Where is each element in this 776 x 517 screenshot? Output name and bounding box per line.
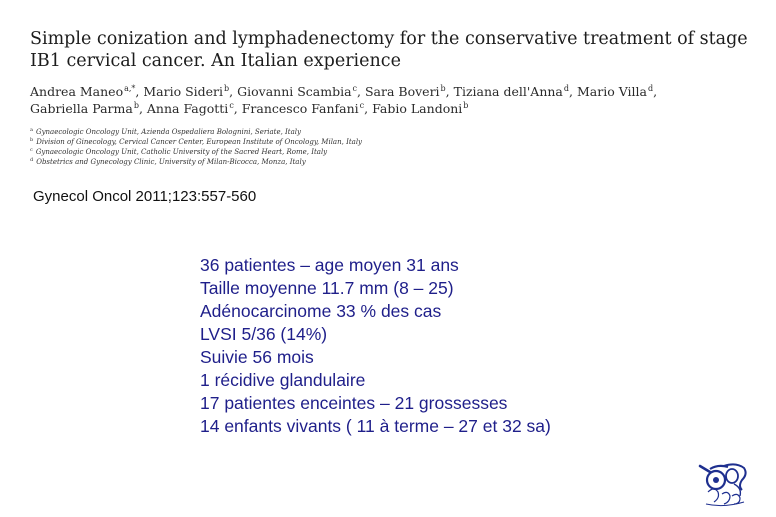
- author-affiliation-mark: d: [563, 83, 570, 93]
- affiliation-item: [30, 127, 630, 137]
- author-affiliation-mark: b: [224, 83, 230, 93]
- author-affiliation-mark: d: [647, 83, 654, 93]
- author-name: Gabriella Parma: [30, 101, 133, 116]
- author-affiliation-mark: c: [352, 83, 358, 93]
- affiliation-item: [30, 147, 630, 157]
- author-name: Andrea Maneo: [30, 84, 124, 99]
- author-separator: ,: [569, 84, 577, 99]
- author-item: [30, 101, 147, 116]
- author-affiliation-mark: b: [440, 83, 446, 93]
- author-item: [454, 84, 577, 99]
- finding-item: 36 patientes – age moyen 31 ans: [200, 255, 459, 275]
- author-separator: ,: [138, 101, 147, 116]
- author-name: Francesco Fanfani: [241, 101, 359, 116]
- affiliation-mark: c: [30, 146, 33, 153]
- affiliation-text: Obstetrics and Gynecology Clinic, University of Milan-Bicocca, Monza, Italy: [36, 158, 306, 166]
- affiliation-mark: d: [30, 156, 34, 163]
- author-separator: ,: [653, 84, 658, 99]
- author-name: Mario Sideri: [143, 84, 224, 99]
- author-item: [242, 101, 372, 116]
- author-separator: ,: [357, 84, 365, 99]
- author-name: Mario Villa: [576, 84, 647, 99]
- author-item: [237, 84, 365, 99]
- finding-item: 17 patientes enceintes – 21 grossesses: [200, 393, 508, 413]
- affiliation-item: [30, 157, 630, 167]
- finding-item: LVSI 5/36 (14%): [200, 324, 328, 344]
- affiliation-item: [30, 137, 630, 147]
- author-separator: ,: [364, 101, 373, 116]
- author-item: [577, 84, 657, 99]
- journal-citation: Gynecol Oncol 2011;123:557-560: [33, 188, 257, 205]
- affiliation-list: [30, 127, 630, 167]
- author-item: [147, 101, 242, 116]
- author-item: [365, 84, 454, 99]
- author-affiliation-mark: c: [359, 100, 365, 110]
- author-separator: ,: [233, 101, 242, 116]
- findings-list: [200, 254, 551, 438]
- author-separator: ,: [445, 84, 454, 99]
- finding-item: 14 enfants vivants ( 11 à terme – 27 et 32 sa): [200, 416, 551, 436]
- affiliation-mark: b: [30, 136, 34, 143]
- affiliation-mark: a: [30, 126, 33, 133]
- finding-item: Taille moyenne 11.7 mm (8 – 25): [200, 278, 454, 298]
- author-affiliation-mark: c: [229, 100, 234, 110]
- author-name: Fabio Landoni: [372, 101, 463, 116]
- affiliation-text: Division of Ginecology, Cervical Cancer Center, European Institute of Oncology, Milan, Italy: [36, 138, 363, 146]
- affiliation-text: Gynaecologic Oncology Unit, Catholic University of the Sacred Heart, Rome, Italy: [35, 148, 328, 156]
- author-separator: ,: [135, 84, 144, 99]
- author-name: Anna Fagotti: [146, 101, 229, 116]
- finding-item: 1 récidive glandulaire: [200, 370, 366, 390]
- society-logo-icon: [694, 460, 756, 510]
- finding-item: Adénocarcinome 33 % des cas: [200, 301, 442, 321]
- author-name: Sara Boveri: [364, 84, 440, 99]
- author-name: Giovanni Scambia: [237, 84, 352, 99]
- affiliation-text: Gynaecologic Oncology Unit, Azienda Ospedaliera Bolognini, Seriate, Italy: [35, 128, 301, 136]
- author-separator: ,: [229, 84, 238, 99]
- society-logo-graphic: [694, 460, 756, 510]
- author-item: [30, 84, 143, 99]
- finding-item: Suivie 56 mois: [200, 347, 314, 367]
- author-item: [372, 101, 468, 116]
- author-affiliation-mark: b: [463, 100, 469, 110]
- author-affiliation-mark: b: [133, 100, 139, 110]
- author-name: Tiziana dell'Anna: [453, 84, 563, 99]
- author-affiliation-mark: a,*: [124, 83, 136, 93]
- paper-title: Simple conization and lymphadenectomy for the conservative treatment of stage IB1 cervical cancer. An Italian experience: [30, 29, 748, 71]
- author-list: [30, 83, 770, 117]
- author-item: [143, 84, 237, 99]
